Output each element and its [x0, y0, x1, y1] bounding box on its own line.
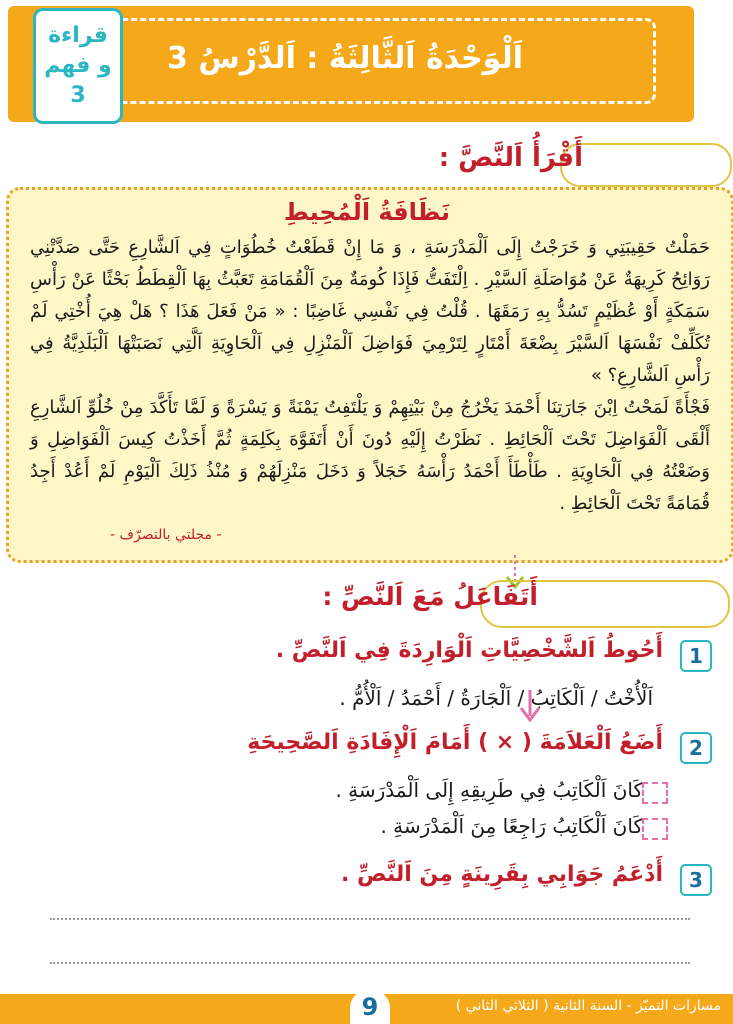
- answer-line[interactable]: [50, 918, 690, 920]
- question-1-answer: اَلْأُخْتُ / اَلْكَاتِبُ / اَلْجَارَةُ / أَحْمَدُ / اَلْأُمُّ .: [339, 686, 653, 710]
- page-number: 9: [350, 990, 390, 1024]
- paragraph-1: حَمَلْتُ حَقِيبَتِي وَ خَرَجْتُ إِلَى اَلْمَدْرَسَةِ ، وَ مَا إِنْ قَطَعْتُ خُطُوَاتٍ فِي اَلشَّارِعِ حَتَّى صَدَّتْنِي رَوَائِحُ كَرِيهَةٌ عَنْ مُوَاصَلَةِ اَلسَّيْرِ . اِلْتَفَتُّ فَإِذَا كُومَةٌ مِنَ اَلْقُمَامَةِ تَعَبَّثُ بِهَا اَلْقِطَطُ بَحْثًا عَنْ رَأْسِ سَمَكَةٍ أَوْ عُظَيْمٍ تَسُدُّ بِهِ رَمَقَهَا . قُلْتُ فِي نَفْسِي غَاضِبًا : « مَنْ فَعَلَ هَذَا ؟ هَلْ هِيَ أُخْتِي لَمْ تُكَلِّفْ نَفْسَهَا اَلسَّيْرَ بِضْعَةَ أَمْتَارٍ لِتَرْمِيَ فَوَاضِلَ اَلْمَنْزِلِ فِي اَلْحَاوِيَةِ اَلَّتِي نَصَبَتْهَا اَلْبَلَدِيَّةُ فِي رَأْسِ اَلشَّارِعِ؟ »: [30, 237, 710, 386]
- footer-text: مسارات التميّز - السنة الثانية ( الثلاثي الثاني ): [455, 998, 721, 1014]
- text-title: نَظَافَةُ اَلْمُحِيطِ: [283, 198, 451, 226]
- question-1-number: 1: [680, 640, 712, 672]
- option-2-text: كَانَ اَلْكَاتِبُ رَاجِعًا مِنَ اَلْمَدْرَسَةِ .: [380, 814, 643, 838]
- pointer-arrow-icon: [515, 690, 545, 724]
- badge-line-1: قراءة: [48, 23, 108, 48]
- text-source: - مجلتي بالتصرّف -: [110, 527, 222, 543]
- badge-line-3: 3: [70, 83, 86, 108]
- question-1-text: أَحُوطُ اَلشَّخْصِيَّاتِ اَلْوَارِدَةَ فِي اَلنَّصِّ .: [275, 638, 663, 663]
- option-1-checkbox[interactable]: [642, 782, 668, 804]
- question-3-text: أَدْعَمُ جَوَابِي بِقَرِينَةٍ مِنَ اَلنَّصِّ .: [340, 862, 663, 887]
- badge-line-2: و فهم: [44, 53, 112, 78]
- option-1-text: كَانَ اَلْكَاتِبُ فِي طَرِيقِهِ إِلَى اَلْمَدْرَسَةِ .: [335, 778, 643, 802]
- read-heading-frame: [560, 143, 732, 187]
- paragraph-2: فَجْأَةً لَمَحْتُ اِبْنَ جَارَتِنَا أَحْمَدَ يَخْرُجُ مِنْ بَيْتِهِمْ وَ يَلْتَفِتُ يَمْنَةً وَ يَسْرَةً وَ لَمَّا تَأَكَّدَ مِنْ خُلُوِّ اَلشَّارِعِ أَلْقَى اَلْفَوَاضِلَ تَحْتَ اَلْحَائِطِ . نَظَرْتُ إِلَيْهِ دُونَ أَنْ أَتَفَوَّهَ بِكَلِمَةٍ ثُمَّ أَخَذْتُ كِيسَ اَلْفَوَاضِلِ وَ وَضَعْتُهُ فِي اَلْحَاوِيَةِ . طَأْطَأَ أَحْمَدُ رَأْسَهُ خَجَلاً وَ دَخَلَ مَنْزِلَهُمْ وَ مُنْذُ ذَلِكَ اَلْيَوْمِ لَمْ أَعُدْ أَجِدُ قُمَامَةً تَحْتَ اَلْحَائِطِ .: [30, 397, 710, 514]
- question-2-text: أَضَعُ اَلْعَلاَمَةَ ( × ) أَمَامَ اَلْإِفَادَةِ اَلصَّحِيحَةِ: [247, 730, 663, 755]
- text-body: [30, 232, 710, 520]
- lesson-badge: [33, 8, 123, 124]
- question-3-number: 3: [680, 864, 712, 896]
- option-2-checkbox[interactable]: [642, 818, 668, 840]
- answer-line[interactable]: [50, 962, 690, 964]
- read-heading: أَقْرَأُ اَلنَّصَّ :: [438, 143, 583, 173]
- lesson-title: اَلْوَحْدَةُ اَلثَّالِثَةُ : اَلدَّرْسُ 3: [167, 40, 523, 76]
- question-2-number: 2: [680, 732, 712, 764]
- interact-heading: أَتَفَاعَلُ مَعَ اَلنَّصِّ :: [322, 582, 538, 611]
